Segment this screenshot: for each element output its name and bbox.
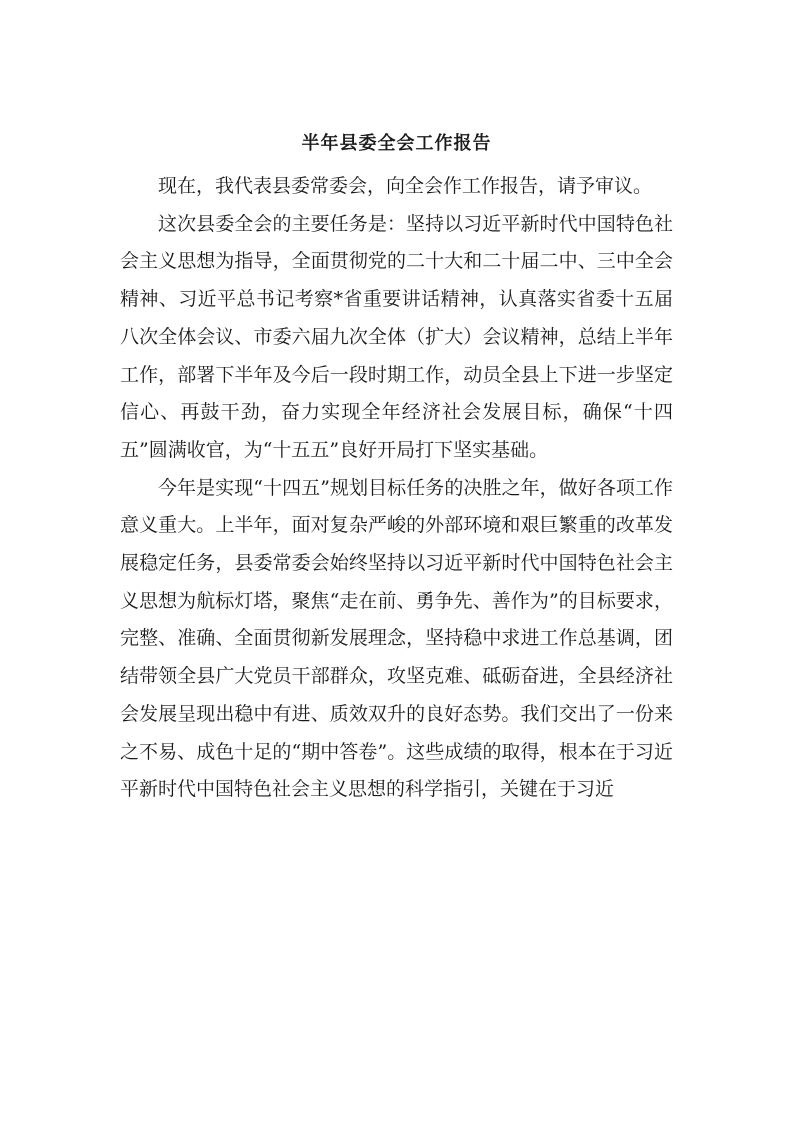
document-body — [120, 168, 673, 809]
paragraph-2: 这次县委全会的主要任务是：坚持以习近平新时代中国特色社会主义思想为指导，全面贯彻党的二十大和二十届二中、三中全会精神、习近平总书记考察*省重要讲话精神，认真落实省委十五届八次全体会议、市委六届九次全体（扩大）会议精神，总结上半年工作，部署下半年及今后一段时期工作，动员全县上下进一步坚定信心、再鼓干劲，奋力实现全年经济社会发展目标，确保“十四五”圆满收官，为“十五五”良好开局打下坚实基础。 — [120, 212, 673, 461]
paragraph-1: 现在，我代表县委常委会，向全会作工作报告，请予审议。 — [158, 175, 653, 197]
paragraph-3: 今年是实现“十四五”规划目标任务的决胜之年，做好各项工作意义重大。上半年，面对复杂严峻的外部环境和艰巨繁重的改革发展稳定任务，县委常委会始终坚持以习近平新时代中国特色社会主义思想为航标灯塔，聚焦“走在前、勇争先、善作为”的目标要求，完整、准确、全面贯彻新发展理念，坚持稳中求进工作总基调，团结带领全县广大党员干部群众，攻坚克难、砥砺奋进，全县经济社会发展呈现出稳中有进、质效双升的良好态势。我们交出了一份来之不易、成色十足的“期中答卷”。这些成绩的取得，根本在于习近平新时代中国特色社会主义思想的科学指引，关键在于习近 — [120, 476, 673, 801]
document-title: 半年县委全会工作报告 — [301, 133, 492, 154]
